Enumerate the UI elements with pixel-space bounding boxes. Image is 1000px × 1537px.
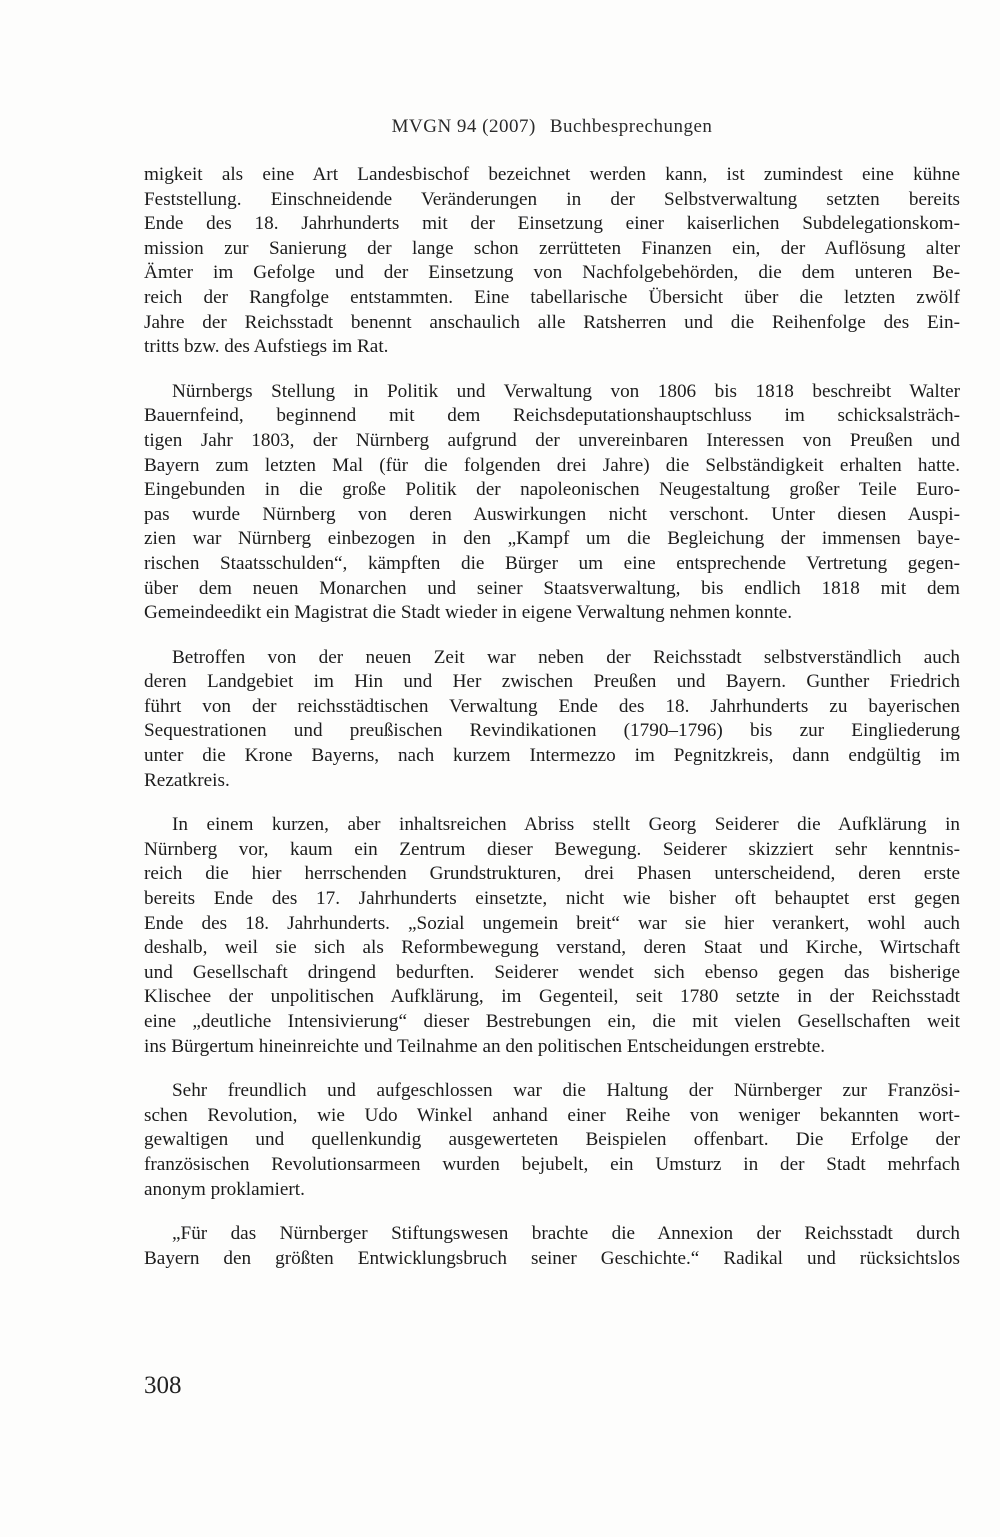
text-line: migkeit als eine Art Landesbischof bezeichnet werden kann, ist zumindest eine kühne (144, 164, 960, 185)
text-line: rischen Staatsschulden“, kämpften die Bürger um eine entsprechende Vertretung gegen- (144, 552, 960, 574)
text-line: zien war Nürnberg einbezogen in den „Kampf um die Begleichung der immensen baye- (144, 528, 960, 550)
text-line: Betroffen von der neuen Zeit war neben der Reichsstadt selbstverständlich auch (172, 646, 960, 668)
text-line: Sehr freundlich und aufgeschlossen war die Haltung der Nürnberger zur Französi- (172, 1080, 960, 1102)
text-line: anonym proklamiert. (144, 1178, 305, 1200)
text-line: führt von der reichsstädtischen Verwaltung Ende des 18. Jahrhunderts zu bayerischen (144, 695, 960, 717)
text-line: ins Bürgertum hineinreichte und Teilnahme an den politischen Entscheidungen erstrebte. (144, 1035, 826, 1057)
page-number: 308 (144, 1372, 182, 1399)
text-line: reich der Rangfolge entstammten. Eine tabellarische Übersicht über die letzten zwölf (144, 286, 960, 308)
text-line: Bayern den größten Entwicklungsbruch seiner Geschichte.“ Radikal und rücksichtslos (144, 1247, 960, 1269)
text-line: französischen Revolutionsarmeen wurden bejubelt, ein Umsturz in der Stadt mehrfach (144, 1153, 960, 1175)
body-text (144, 163, 960, 1291)
text-line: Ende des 18. Jahrhunderts. „Sozial ungemein breit“ war sie hier verankert, wohl auch (144, 912, 960, 934)
section-title: Buchbesprechungen (549, 116, 713, 137)
text-line: „Für das Nürnberger Stiftungswesen brachte die Annexion der Reichsstadt durch (172, 1223, 960, 1245)
paragraph (144, 1222, 960, 1271)
text-line: Eingebunden in die große Politik der napoleonischen Neugestaltung großer Teile Euro- (144, 479, 960, 501)
text-line: unter die Krone Bayerns, nach kurzem Intermezzo im Pegnitzkreis, dann endgültig im (144, 745, 960, 767)
text-line: über dem neuen Monarchen und seiner Staatsverwaltung, bis endlich 1818 mit dem (144, 577, 960, 599)
text-line: gewaltigen und quellenkundig ausgewerteten Beispielen offenbart. Die Erfolge der (144, 1129, 960, 1151)
text-line: Jahre der Reichsstadt benennt anschaulich alle Ratsherren und die Reihenfolge des Ein- (144, 311, 960, 333)
paragraph (144, 163, 960, 360)
text-line: eine „deutliche Intensivierung“ dieser Bestrebungen ein, die mit vielen Gesellschaften weit (144, 1011, 960, 1032)
text-line: Sequestrationen und preußischen Revindikationen (1790–1796) bis zur Eingliederung (144, 720, 960, 742)
running-header (144, 116, 960, 138)
text-line: Rezatkreis. (144, 769, 230, 791)
text-line: reich die hier herrschenden Grundstrukturen, drei Phasen unterscheidend, deren erste (144, 863, 960, 885)
text-line: tigen Jahr 1803, der Nürnberg aufgrund der unvereinbaren Interessen von Preußen und (144, 429, 960, 451)
text-line: Bauernfeind, beginnend mit dem Reichsdeputationshauptschluss im schicksalsträch- (144, 405, 960, 427)
paragraph (144, 1079, 960, 1202)
paragraph (144, 813, 960, 1059)
text-line: Ämter im Gefolge und der Einsetzung von Nachfolgebehörden, die dem unteren Be- (144, 262, 960, 284)
text-line: deshalb, weil sie sich als Reformbewegung verstand, deren Staat und Kirche, Wirtschaft (144, 937, 960, 959)
text-line: bereits Ende des 17. Jahrhunderts einsetzte, nicht wie bisher oft behauptet erst gegen (144, 888, 960, 910)
paragraph (144, 646, 960, 794)
text-line: Bayern zum letzten Mal (für die folgenden drei Jahre) die Selbständigkeit erhalten hatte. (144, 454, 960, 476)
journal-reference: MVGN 94 (2007) (391, 116, 536, 137)
text-line: Gemeindeedikt ein Magistrat die Stadt wieder in eigene Verwaltung nehmen konnte. (144, 602, 793, 624)
text-line: mission zur Sanierung der lange schon zerrütteten Finanzen ein, der Auflösung alter (144, 237, 960, 259)
text-line: deren Landgebiet im Hin und Her zwischen Preußen und Bayern. Gunther Friedrich (144, 671, 960, 693)
text-line: Klischee der unpolitischen Aufklärung, im Gegenteil, seit 1780 setzte in der Reichsstadt (144, 986, 960, 1008)
text-line: tritts bzw. des Aufstiegs im Rat. (144, 336, 389, 358)
text-line: Ende des 18. Jahrhunderts mit der Einsetzung einer kaiserlichen Subdelegationskom- (144, 213, 960, 235)
text-line: In einem kurzen, aber inhaltsreichen Abriss stellt Georg Seiderer die Aufklärung in (172, 814, 960, 836)
text-line: schen Revolution, wie Udo Winkel anhand einer Reihe von weniger bekannten wort- (144, 1104, 960, 1126)
paragraph (144, 380, 960, 626)
text-line: Nürnberg vor, kaum ein Zentrum dieser Bewegung. Seiderer skizziert sehr kenntnis- (144, 838, 960, 860)
text-line: Feststellung. Einschneidende Veränderungen in der Selbstverwaltung setzten bereits (144, 188, 960, 210)
text-line: Nürnbergs Stellung in Politik und Verwaltung von 1806 bis 1818 beschreibt Walter (172, 380, 960, 402)
text-line: und Gesellschaft dringend bedurften. Seiderer wendet sich ebenso gegen das bisherige (144, 961, 960, 983)
text-line: pas wurde Nürnberg von deren Auswirkungen nicht verschont. Unter diesen Auspi- (144, 503, 960, 525)
